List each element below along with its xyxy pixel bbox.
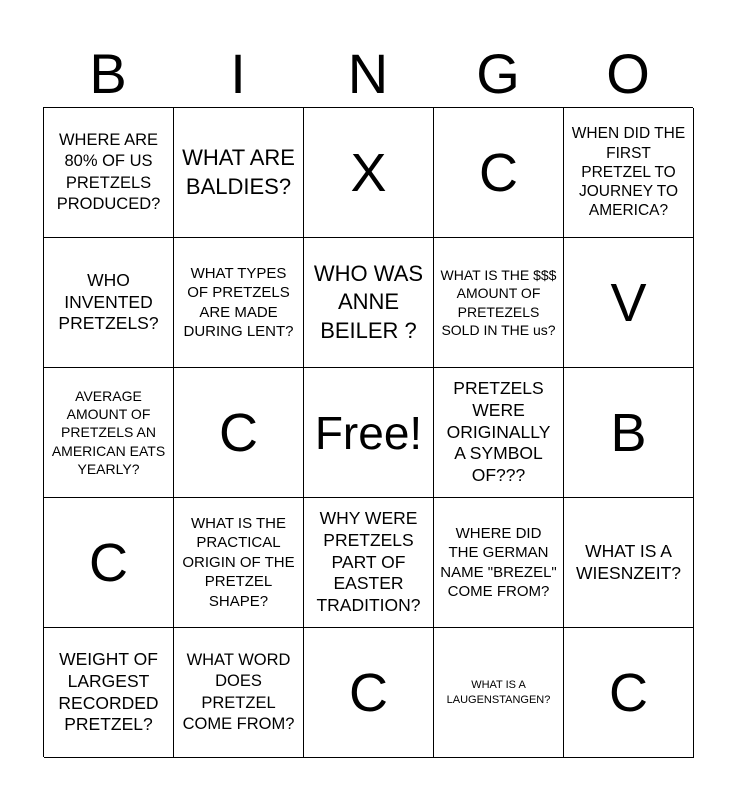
bingo-cell[interactable] bbox=[44, 628, 174, 758]
bingo-cell[interactable] bbox=[304, 108, 434, 238]
bingo-cell[interactable] bbox=[174, 628, 304, 758]
bingo-cell[interactable] bbox=[434, 368, 564, 498]
cell-text: WHAT IS THE $$$ AMOUNT OF PRETEZELS SOLD IN THE us? bbox=[440, 267, 557, 338]
bingo-cell[interactable] bbox=[564, 628, 694, 758]
cell-text: WHERE ARE 80% OF US PRETZELS PRODUCED? bbox=[56, 130, 161, 213]
bingo-header bbox=[43, 40, 693, 108]
header-letter-i: I bbox=[230, 42, 246, 105]
bingo-cell[interactable] bbox=[434, 628, 564, 758]
cell-text: C bbox=[479, 142, 518, 203]
cell-text: WHAT WORD DOES PRETZEL COME FROM? bbox=[182, 650, 295, 733]
bingo-cell[interactable] bbox=[174, 498, 304, 628]
bingo-cell[interactable] bbox=[44, 368, 174, 498]
bingo-cell[interactable] bbox=[174, 238, 304, 368]
bingo-cell[interactable] bbox=[564, 498, 694, 628]
bingo-cell[interactable] bbox=[434, 238, 564, 368]
cell-text: PRETZELS WERE ORIGINALLY A SYMBOL OF??? bbox=[446, 377, 551, 486]
cell-text: X bbox=[350, 142, 387, 203]
cell-text: V bbox=[610, 272, 647, 333]
header-letter-g: G bbox=[476, 42, 520, 105]
bingo-cell[interactable] bbox=[304, 628, 434, 758]
cell-text: WHO INVENTED PRETZELS? bbox=[58, 269, 159, 334]
cell-text: WHAT TYPES OF PRETZELS ARE MADE DURING LENT? bbox=[183, 264, 294, 340]
header-letter-b: B bbox=[89, 42, 127, 105]
cell-text: C bbox=[609, 662, 648, 723]
header-letter-o: O bbox=[606, 42, 650, 105]
bingo-cell[interactable] bbox=[564, 238, 694, 368]
cell-text: WHAT IS A WIESNZEIT? bbox=[575, 540, 681, 583]
bingo-cell[interactable] bbox=[44, 498, 174, 628]
cell-text: WHAT IS A LAUGENSTANGEN? bbox=[446, 678, 551, 706]
bingo-cell[interactable] bbox=[304, 238, 434, 368]
cell-text: WHAT ARE BALDIES? bbox=[182, 144, 295, 199]
bingo-cell[interactable] bbox=[434, 108, 564, 238]
cell-text: WHERE DID THE GERMAN NAME "BREZEL" COME FROM? bbox=[440, 524, 557, 600]
cell-text: B bbox=[610, 402, 647, 463]
cell-text: WHEN DID THE FIRST PRETZEL TO JOURNEY TO AMERICA? bbox=[571, 125, 686, 220]
header-letter-n: N bbox=[347, 42, 389, 105]
cell-text: WHY WERE PRETZELS PART OF EASTER TRADITION? bbox=[316, 507, 421, 616]
cell-text: Free! bbox=[314, 406, 423, 459]
free-cell[interactable] bbox=[304, 368, 434, 498]
cell-text: WHO WAS ANNE BEILER ? bbox=[313, 260, 424, 343]
bingo-cell[interactable] bbox=[44, 238, 174, 368]
cell-text: WEIGHT OF LARGEST RECORDED PRETZEL? bbox=[58, 648, 159, 735]
bingo-cell[interactable] bbox=[434, 498, 564, 628]
bingo-cell[interactable] bbox=[304, 498, 434, 628]
bingo-cell[interactable] bbox=[44, 108, 174, 238]
cell-text: AVERAGE AMOUNT OF PRETZELS AN AMERICAN EATS YEARLY? bbox=[51, 388, 166, 477]
cell-text: WHAT IS THE PRACTICAL ORIGIN OF THE PRETZEL SHAPE? bbox=[182, 514, 295, 610]
bingo-cell[interactable] bbox=[174, 108, 304, 238]
cell-text: C bbox=[89, 532, 128, 593]
bingo-board bbox=[43, 107, 693, 757]
cell-text: C bbox=[349, 662, 388, 723]
bingo-cell[interactable] bbox=[564, 368, 694, 498]
bingo-cell[interactable] bbox=[174, 368, 304, 498]
cell-text: C bbox=[219, 402, 258, 463]
bingo-cell[interactable] bbox=[564, 108, 694, 238]
